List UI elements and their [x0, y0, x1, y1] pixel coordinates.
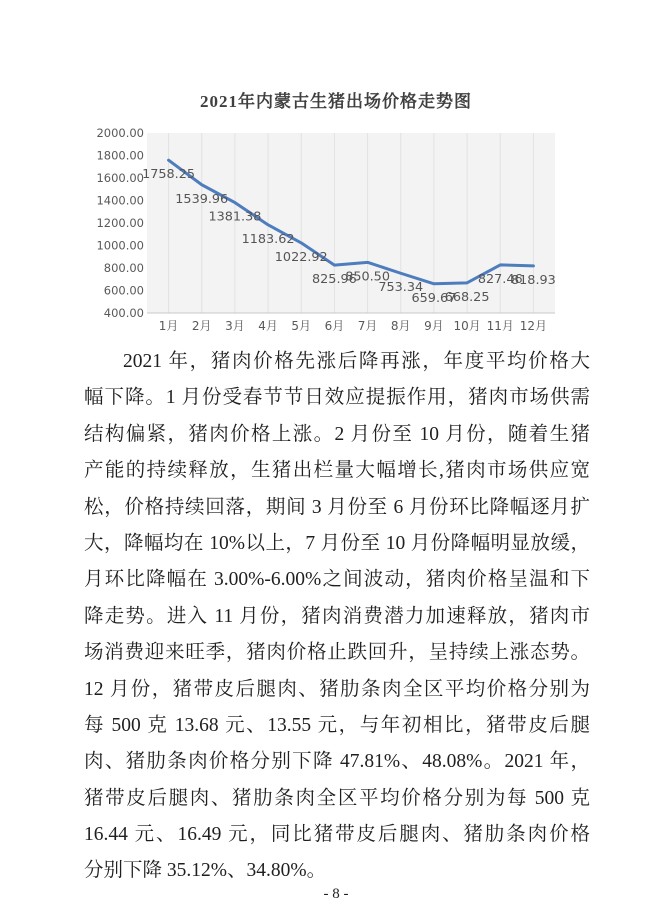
y-tick-label: 600.00: [103, 283, 144, 298]
paragraph-line: 产能的持续释放，生猪出栏量大幅增长,猪肉市场供应宽: [84, 460, 590, 482]
paragraph-line: 12 月份，猪带皮后腿肉、猪肋条肉全区平均价格分别为: [84, 678, 590, 700]
x-tick-label: 11月: [486, 319, 514, 333]
paragraph-line: 幅下降。1 月份受春节节日效应提振作用，猪肉市场供需: [84, 387, 590, 409]
paragraph-line: 每 500 克 13.68 元、13.55 元，与年初相比，猪带皮后腿: [84, 714, 590, 736]
paragraph-line: 大，降幅均在 10%以上，7 月份至 10 月份降幅明显放缓，: [84, 532, 590, 554]
data-label: 659.67: [411, 290, 457, 306]
x-tick-label: 6月: [324, 319, 345, 333]
y-tick-label: 800.00: [103, 261, 144, 275]
paragraph-line: 场消费迎来旺季，猪肉价格止跌回升，呈持续上涨态势。: [84, 642, 590, 664]
x-tick-label: 3月: [225, 319, 245, 333]
x-tick-label: 4月: [258, 319, 278, 333]
data-label: 1758.25: [142, 167, 196, 183]
x-tick-label: 2月: [191, 319, 212, 333]
data-label: 850.50: [345, 269, 390, 285]
x-tick-label: 10月: [453, 319, 481, 333]
y-tick-label: 1400.00: [96, 193, 144, 208]
data-label: 1381.38: [208, 209, 262, 225]
data-label: 668.25: [444, 289, 490, 305]
x-tick-label: 7月: [357, 319, 378, 333]
data-label: 827.46: [477, 271, 523, 287]
data-label: 1022.92: [274, 249, 328, 265]
x-tick-label: 12月: [519, 319, 548, 333]
x-tick-label: 9月: [424, 319, 444, 333]
paragraph-line: 肉、猪肋条肉价格分别下降 47.81%、48.08%。2021 年，: [84, 751, 590, 773]
paragraph-line: 结构偏紧，猪肉价格上涨。2 月份至 10 月份，随着生猪: [84, 423, 590, 445]
x-tick-label: 1月: [158, 319, 179, 333]
x-tick-label: 8月: [390, 319, 411, 333]
data-label: 818.93: [511, 272, 556, 288]
y-tick-label: 400.00: [103, 306, 144, 320]
paragraph: [84, 344, 590, 890]
paragraph-line: 降走势。进入 11 月份，猪肉消费潜力加速释放，猪肉市: [84, 605, 590, 627]
paragraph-line: 猪带皮后腿肉、猪肋条肉全区平均价格分别为每 500 克: [84, 787, 590, 809]
pig-price-line-chart: [95, 123, 565, 337]
data-label: 825.96: [312, 272, 357, 288]
x-tick-label: 5月: [291, 319, 312, 333]
y-tick-label: 2000.00: [96, 126, 144, 140]
y-tick-label: 1200.00: [96, 216, 144, 230]
paragraph-line: 2021 年，猪肉价格先涨后降再涨，年度平均价格大: [123, 351, 590, 372]
page-number: - 8 -: [323, 886, 349, 902]
paragraph-line: 分别下降 35.12%、34.80%。: [84, 860, 327, 882]
data-label: 1539.96: [175, 191, 229, 207]
y-tick-label: 1000.00: [96, 238, 144, 253]
chart-title: 2021年内蒙古生猪出场价格走势图: [200, 92, 472, 111]
y-tick-label: 1600.00: [96, 171, 144, 185]
paragraph-line: 16.44 元、16.49 元，同比猪带皮后腿肉、猪肋条肉价格: [84, 824, 590, 846]
y-tick-label: 1800.00: [96, 148, 144, 163]
data-label: 1183.62: [241, 231, 295, 247]
paragraph-line: 松，价格持续回落，期间 3 月份至 6 月份环比降幅逐月扩: [84, 496, 590, 518]
paragraph-line: 月环比降幅在 3.00%-6.00%之间波动，猪肉价格呈温和下: [84, 569, 590, 591]
data-label: 753.34: [378, 280, 424, 296]
